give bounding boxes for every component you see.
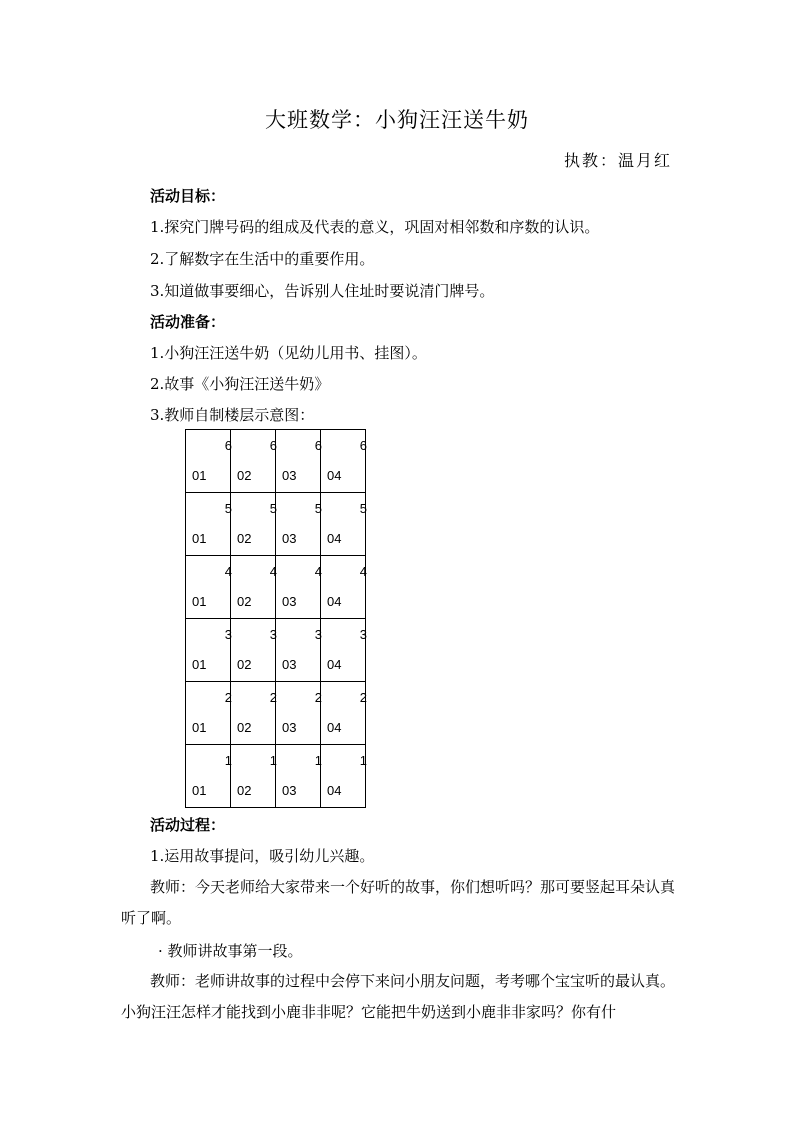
room-cell — [321, 430, 366, 493]
floor-number: 6 — [359, 438, 367, 453]
floor-number: 3 — [269, 627, 277, 642]
goal-item-3: 3.知道做事要细心，告诉别人住址时要说清门牌号。 — [150, 282, 495, 300]
floor-number: 5 — [359, 501, 367, 516]
room-number: 02 — [237, 594, 252, 609]
room-cell — [321, 745, 366, 808]
teacher-paragraph-2: 教师：老师讲故事的过程中会停下来问小朋友问题，考考哪个宝宝听的最认真。小狗汪汪怎样才能找到小鹿非非呢？它能把牛奶送到小鹿非非家吗？你有什 — [121, 972, 676, 1021]
goal-item-2: 2.了解数字在生活中的重要作用。 — [150, 250, 375, 268]
room-cell — [276, 556, 321, 619]
floor-row — [186, 493, 366, 556]
room-cell — [186, 745, 231, 808]
room-cell — [276, 619, 321, 682]
floor-number: 5 — [314, 501, 322, 516]
room-number: 01 — [192, 531, 207, 546]
room-cell — [186, 493, 231, 556]
floor-number: 2 — [269, 690, 277, 705]
room-cell — [276, 430, 321, 493]
room-number: 01 — [192, 594, 207, 609]
floor-row — [186, 619, 366, 682]
floor-row — [186, 556, 366, 619]
goal-item-1: 1.探究门牌号码的组成及代表的意义，巩固对相邻数和序数的认识。 — [150, 218, 600, 236]
floor-number: 2 — [359, 690, 367, 705]
room-number: 01 — [192, 468, 207, 483]
room-number: 02 — [237, 783, 252, 798]
room-number: 01 — [192, 720, 207, 735]
process-step-1: 1.运用故事提问，吸引幼儿兴趣。 — [150, 847, 375, 865]
floor-number: 3 — [359, 627, 367, 642]
room-number: 02 — [237, 531, 252, 546]
room-number: 04 — [327, 657, 342, 672]
room-cell — [231, 493, 276, 556]
floor-number: 5 — [269, 501, 277, 516]
prep-heading: 活动准备： — [150, 313, 226, 331]
floor-number: 4 — [269, 564, 277, 579]
room-cell — [276, 745, 321, 808]
room-number: 03 — [282, 468, 297, 483]
room-cell — [231, 745, 276, 808]
room-number: 02 — [237, 657, 252, 672]
room-cell — [276, 493, 321, 556]
room-cell — [321, 682, 366, 745]
teacher-name: 执教：温月红 — [563, 151, 672, 170]
room-number: 04 — [327, 720, 342, 735]
floor-number: 4 — [359, 564, 367, 579]
room-cell — [231, 682, 276, 745]
floor-number: 1 — [359, 753, 367, 768]
room-cell — [186, 556, 231, 619]
room-cell — [276, 682, 321, 745]
floor-number: 4 — [224, 564, 232, 579]
floor-number: 2 — [314, 690, 322, 705]
room-cell — [231, 430, 276, 493]
room-number: 03 — [282, 783, 297, 798]
floor-number: 1 — [224, 753, 232, 768]
room-cell — [231, 556, 276, 619]
room-number: 01 — [192, 657, 207, 672]
room-number: 03 — [282, 720, 297, 735]
room-cell — [321, 556, 366, 619]
floor-row — [186, 745, 366, 808]
room-number: 01 — [192, 783, 207, 798]
floor-number: 3 — [224, 627, 232, 642]
room-number: 04 — [327, 594, 342, 609]
floor-number: 6 — [224, 438, 232, 453]
room-cell — [186, 619, 231, 682]
room-cell — [321, 619, 366, 682]
floor-number: 5 — [224, 501, 232, 516]
room-cell — [321, 493, 366, 556]
floor-row — [186, 430, 366, 493]
room-number: 02 — [237, 720, 252, 735]
floor-number: 6 — [314, 438, 322, 453]
room-number: 02 — [237, 468, 252, 483]
floor-number: 2 — [224, 690, 232, 705]
floor-number: 1 — [269, 753, 277, 768]
process-heading: 活动过程： — [150, 816, 226, 834]
room-cell — [186, 682, 231, 745]
prep-item-3: 3.教师自制楼层示意图： — [150, 406, 315, 424]
room-number: 04 — [327, 783, 342, 798]
room-cell — [186, 430, 231, 493]
room-number: 03 — [282, 531, 297, 546]
room-number: 04 — [327, 531, 342, 546]
prep-item-2: 2.故事《小狗汪汪送牛奶》 — [150, 375, 330, 393]
floor-number: 3 — [314, 627, 322, 642]
floor-number: 1 — [314, 753, 322, 768]
prep-item-1: 1.小狗汪汪送牛奶（见幼儿用书、挂图）。 — [150, 344, 427, 362]
room-number: 03 — [282, 657, 297, 672]
teacher-paragraph-1: 教师：今天老师给大家带来一个好听的故事，你们想听吗？那可要竖起耳朵认真听了啊。 — [121, 878, 676, 927]
room-cell — [231, 619, 276, 682]
goals-heading: 活动目标： — [150, 187, 226, 205]
document-title: 大班数学：小狗汪汪送牛奶 — [265, 108, 529, 132]
floor-number: 6 — [269, 438, 277, 453]
floor-row — [186, 682, 366, 745]
floor-number: 4 — [314, 564, 322, 579]
room-number: 03 — [282, 594, 297, 609]
building-floor-diagram — [185, 429, 366, 808]
story-bullet: · 教师讲故事第一段。 — [158, 942, 303, 960]
room-number: 04 — [327, 468, 342, 483]
